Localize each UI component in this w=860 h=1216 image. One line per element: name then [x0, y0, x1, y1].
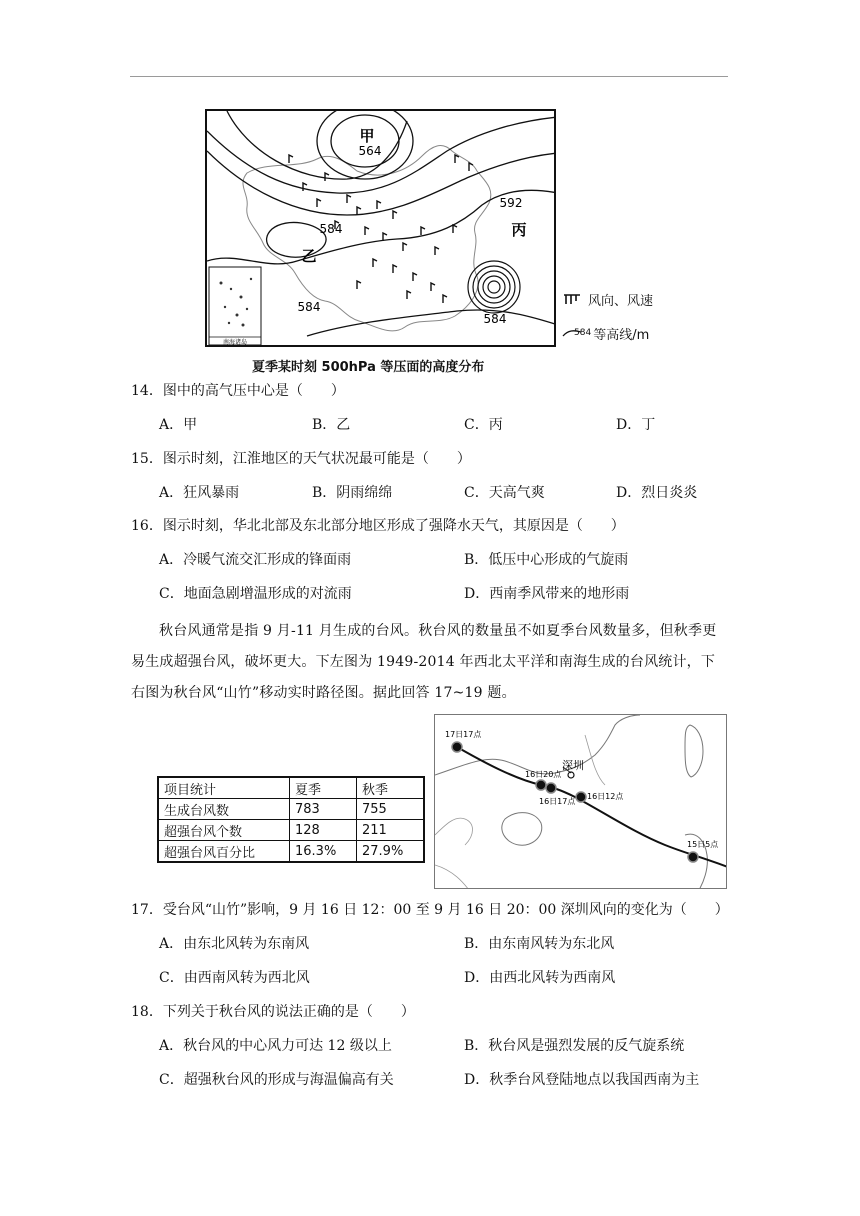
figure1-caption: 夏季某时刻 500hPa 等压面的高度分布: [252, 360, 485, 375]
q18-option-c[interactable]: C．超强秋台风的形成与海温偏高有关: [159, 1072, 394, 1088]
inset-label: 南海诸岛: [222, 339, 248, 346]
q14-option-c[interactable]: C．丙: [464, 417, 503, 433]
wind-barb-icon: [562, 292, 582, 306]
header-rule: [130, 76, 728, 77]
label-bing: 丙: [511, 221, 527, 239]
contour-564: 564: [358, 144, 382, 158]
table-cell: 783: [290, 799, 357, 820]
city-shenzhen: 深圳: [562, 759, 584, 772]
q18-stem: 18．下列关于秋台风的说法正确的是（ ）: [131, 1004, 415, 1020]
table-cell: 27.9%: [357, 841, 425, 863]
q14-option-b[interactable]: B．乙: [312, 417, 351, 433]
q14-option-a[interactable]: A．甲: [159, 417, 198, 433]
q16-stem: 16．图示时刻，华北北部及东北部分地区形成了强降水天气，其原因是（ ）: [131, 518, 625, 534]
q15-stem: 15．图示时刻，江淮地区的天气状况最可能是（ ）: [131, 451, 471, 467]
q16-option-b[interactable]: B．低压中心形成的气旋雨: [464, 552, 629, 568]
table-row: [158, 799, 424, 820]
table-header-row: [158, 777, 424, 799]
table-cell: 755: [357, 799, 425, 820]
q14-option-d[interactable]: D．丁: [616, 417, 656, 433]
table-cell: 超强台风个数: [158, 820, 290, 841]
table-header: 秋季: [357, 777, 425, 799]
contour-584-b: 584: [297, 300, 321, 314]
q15-option-d[interactable]: D．烈日炎炎: [616, 485, 698, 501]
point-label: 15日5点: [687, 840, 719, 849]
pressure-height-map: [205, 109, 556, 347]
table-header: 夏季: [290, 777, 357, 799]
point-label: 16日20点: [525, 770, 562, 779]
point-label: 16日17点: [539, 797, 576, 806]
map-legend: [562, 282, 653, 350]
q18-option-a[interactable]: A．秋台风的中心风力可达 12 级以上: [159, 1038, 392, 1054]
passage-text: 秋台风通常是指 9 月-11 月生成的台风。秋台风的数量虽不如夏季台风数量多，但秋季更易生成超强台风，破坏更大。下左图为 1949-2014 年西北太平洋和南海生成的台风统计，下右图为秋台风“山竹”移动实时路径图。据此回答 17~19 题。: [131, 623, 717, 701]
table-row: [158, 820, 424, 841]
q17-option-c[interactable]: C．由西南风转为西北风: [159, 970, 310, 986]
typhoon-track-map: [434, 714, 727, 889]
q16-option-d[interactable]: D．西南季风带来的地形雨: [464, 586, 630, 602]
legend-wind-text: 风向、风速: [588, 293, 654, 309]
table-cell: 128: [290, 820, 357, 841]
table-header: 项目统计: [158, 777, 290, 799]
q17-option-d[interactable]: D．由西北风转为西南风: [464, 970, 616, 986]
q17-stem: 17．受台风“山竹”影响，9 月 16 日 12：00 至 9 月 16 日 20：00 深圳风向的变化为（ ）: [131, 902, 729, 918]
table-cell: 超强台风百分比: [158, 841, 290, 863]
q17-option-a[interactable]: A．由东北风转为东南风: [159, 936, 310, 952]
label-jia: 甲: [359, 127, 375, 145]
label-yi: 乙: [301, 247, 317, 265]
point-label: 16日12点: [587, 792, 624, 801]
q17-option-b[interactable]: B．由东南风转为东北风: [464, 936, 615, 952]
point-label: 17日17点: [445, 730, 482, 739]
table-cell: 生成台风数: [158, 799, 290, 820]
table-row: [158, 841, 424, 863]
table-cell: 211: [357, 820, 425, 841]
q18-option-d[interactable]: D．秋季台风登陆地点以我国西南为主: [464, 1072, 700, 1088]
legend-contour-text: 等高线/m: [593, 327, 650, 343]
contour-584-c: 584: [483, 312, 507, 326]
q18-option-b[interactable]: B．秋台风是强烈发展的反气旋系统: [464, 1038, 685, 1054]
contour-592: 592: [499, 196, 523, 210]
contour-584-a: 584: [319, 222, 343, 236]
legend-wind: [562, 282, 653, 316]
legend-contour-num: 584: [574, 328, 592, 338]
typhoon-stats-table: [157, 776, 425, 863]
q16-option-c[interactable]: C．地面急剧增温形成的对流雨: [159, 586, 352, 602]
q15-option-a[interactable]: A．狂风暴雨: [159, 485, 240, 501]
table-cell: 16.3%: [290, 841, 357, 863]
q16-option-a[interactable]: A．冷暖气流交汇形成的锋面雨: [159, 552, 352, 568]
q14-stem: 14．图中的高气压中心是（ ）: [131, 383, 345, 399]
q15-option-c[interactable]: C．天高气爽: [464, 485, 545, 501]
q15-option-b[interactable]: B．阴雨绵绵: [312, 485, 393, 501]
legend-contour: [562, 316, 653, 350]
